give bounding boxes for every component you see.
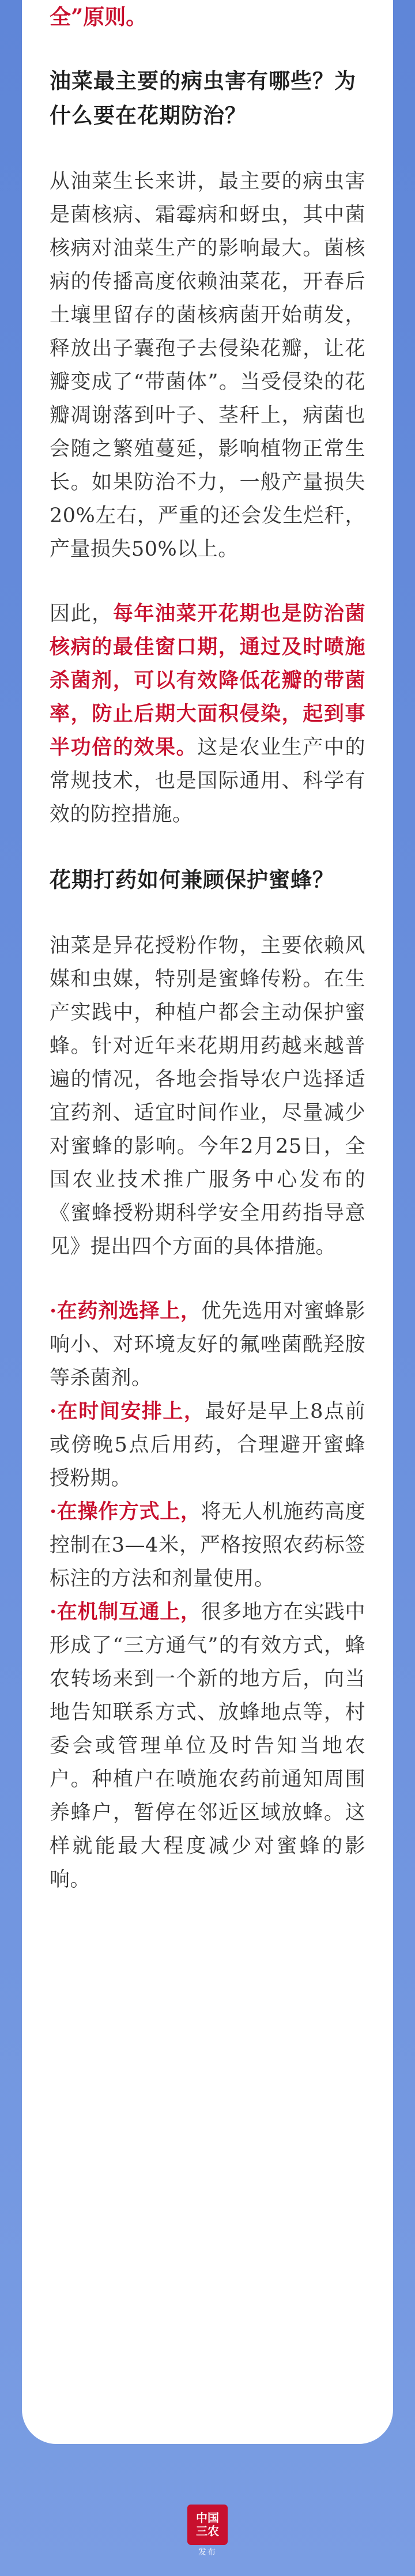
- bullet-item-mechanism: [50, 1596, 365, 1896]
- paragraph-tail-text: 这是农业生产中的常规技术，也是国际通用、科学有效的防控措施。: [50, 736, 365, 826]
- bullet-lead: ·在时间安排上，: [50, 1400, 205, 1423]
- brand-logo: [184, 2505, 231, 2560]
- logo-mark: [187, 2505, 228, 2545]
- bullet-item-timing: [50, 1395, 365, 1495]
- article-card: [22, 0, 393, 2444]
- paragraph-lead-text: 因此，: [50, 602, 113, 625]
- bullet-text: 最好是早上8点前或傍晚5点后用药，合理避开蜜蜂授粉期。: [50, 1400, 366, 1490]
- bullet-item-pesticide: [50, 1295, 365, 1395]
- bullet-text: 优先选用对蜜蜂影响小、对环境友好的氟唑菌酰羟胺等杀菌剂。: [50, 1300, 365, 1390]
- bullet-lead: ·在机制互通上，: [50, 1600, 201, 1624]
- bullet-text: 很多地方在实践中形成了“三方通气”的有效方式，蜂农转场来到一个新的地方后，向当地告知联系方式、放蜂地点等，村委会或管理单位及时告知当地农户。种植户在喷施农药前通知周围养蜂户，暂停在邻近区域放蜂。这样就能最大程度减少对蜜蜂的影响。: [50, 1601, 365, 1891]
- heading-pests: 油菜最主要的病虫害有哪些？为什么要在花期防治？: [50, 68, 356, 128]
- logo-subtitle: 发布: [198, 2548, 217, 2557]
- highlight-text: 每年油菜开花期也是防治菌核病的最佳窗口期，通过及时喷施杀菌剂，可以有效降低花瓣的带菌率，防止后期大面积侵染，起到事半功倍的效果。: [50, 602, 365, 759]
- paragraph-flowering-window: [50, 597, 365, 831]
- bullet-lead: ·在操作方式上，: [50, 1500, 201, 1523]
- bullet-lead: ·在药剂选择上，: [50, 1299, 201, 1323]
- bullet-item-operation: [50, 1495, 365, 1596]
- logo-line-1: 中国: [196, 2511, 219, 2525]
- heading-bee-protection: 花期打药如何兼顾保护蜜蜂？: [50, 867, 334, 892]
- top-fragment: 全”原则。: [50, 4, 148, 29]
- paragraph-sclerotinia: 从油菜生长来讲，最主要的病虫害是菌核病、霜霉病和蚜虫，其中菌核病对油菜生产的影响最大。菌核病的传播高度依赖油菜花，开春后土壤里留存的菌核病菌开始萌发，释放出子囊孢子去侵染花瓣，让花瓣变成了“带菌体”。当受侵染的花瓣凋谢落到叶子、茎秆上，病菌也会随之繁殖蔓延，影响植物正常生长。如果防治不力，一般产量损失20%左右，严重的还会发生烂秆，产量损失50%以上。: [50, 170, 365, 561]
- paragraph-pollination: 油菜是异花授粉作物，主要依赖风媒和虫媒，特别是蜜蜂传粉。在生产实践中，种植户都会主动保护蜜蜂。针对近年来花期用药越来越普遍的情况，各地会指导农户选择适宜药剂、适宜时间作业，尽量减少对蜜蜂的影响。今年2月25日，全国农业技术推广服务中心发布的《蜜蜂授粉期科学安全用药指导意见》提出四个方面的具体措施。: [50, 934, 365, 1258]
- bullet-text: 将无人机施药高度控制在3—4米，严格按照农药标签标注的方法和剂量使用。: [50, 1500, 365, 1590]
- logo-line-2: 三农: [196, 2524, 219, 2538]
